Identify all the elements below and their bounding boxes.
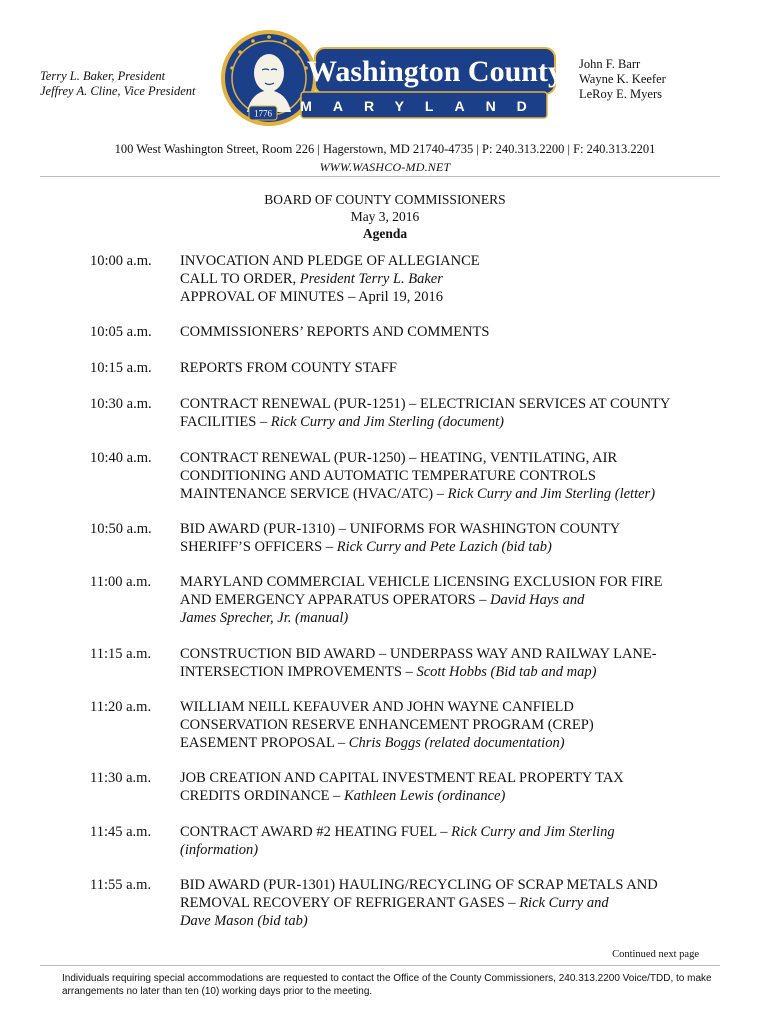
agenda-item-line [180, 894, 730, 912]
agenda-item-description [180, 876, 730, 930]
header-divider [40, 176, 720, 177]
agenda-topic-text: BID AWARD (PUR-1310) – UNIFORMS FOR WASHINGTON COUNTY [180, 521, 621, 537]
agenda-item-line [180, 520, 730, 538]
agenda-item-time: 11:45 a.m. [90, 824, 152, 840]
agenda-title-block [0, 191, 770, 242]
agenda-topic-text: REPORTS FROM COUNTY STAFF [180, 360, 397, 376]
agenda-presenter-text: Rick Curry and Jim Sterling (letter) [447, 486, 656, 502]
agenda-item [90, 449, 730, 503]
agenda-item-line [180, 645, 730, 663]
agenda-topic-text: SHERIFF’S OFFICERS – [180, 539, 337, 555]
agenda-topic-text: COMMISSIONERS’ REPORTS AND COMMENTS [180, 324, 490, 340]
agenda-item-description [180, 252, 730, 306]
agenda-topic-text: CALL TO ORDER, [180, 271, 300, 287]
agenda-presenter-text: President Terry L. Baker [299, 271, 443, 287]
agenda-topic-text: BID AWARD (PUR-1301) HAULING/RECYCLING OF SCRAP METALS AND [180, 877, 658, 893]
agenda-item-line [180, 270, 730, 288]
agenda-topic-text: CONTRACT RENEWAL (PUR-1251) – ELECTRICIAN SERVICES AT COUNTY [180, 396, 671, 412]
agenda-topic-text: WILLIAM NEILL KEFAUVER AND JOHN WAYNE CANFIELD [180, 699, 574, 715]
agenda-item-time: 10:05 a.m. [90, 324, 152, 340]
agenda-item-line [180, 787, 730, 805]
website-link[interactable]: WWW.WASHCO-MD.NET [319, 160, 451, 174]
agenda-item [90, 645, 730, 681]
continued-note: Continued next page [612, 949, 699, 960]
agenda-item-line [180, 841, 730, 859]
agenda-heading: Agenda [362, 226, 408, 241]
agenda-topic-text: INVOCATION AND PLEDGE OF ALLEGIANCE [180, 253, 480, 269]
agenda-presenter-text: Rick Curry and Pete Lazich (bid tab) [336, 539, 552, 555]
agenda-item-line [180, 876, 730, 894]
agenda-item-line [180, 467, 730, 485]
agenda-item-line [180, 573, 730, 591]
agenda-item-line [180, 413, 730, 431]
board-title: BOARD OF COUNTY COMMISSIONERS [264, 192, 506, 207]
agenda-presenter-text: Kathleen Lewis (ordinance) [343, 788, 506, 804]
agenda-item-line [180, 912, 730, 930]
agenda-item-line [180, 698, 730, 716]
agenda-item-description [180, 645, 730, 681]
agenda-item [90, 359, 730, 377]
agenda-item [90, 769, 730, 805]
agenda-item-time: 11:20 a.m. [90, 699, 152, 715]
agenda-item-time: 10:40 a.m. [90, 450, 152, 466]
agenda-item [90, 573, 730, 627]
agenda-item-time: 11:00 a.m. [90, 574, 152, 590]
agenda-item-line [180, 734, 730, 752]
agenda-presenter-text: David Hays and [490, 592, 585, 608]
agenda-presenter-text: Scott Hobbs (Bid tab and map) [416, 664, 597, 680]
agenda-topic-text: CONSTRUCTION BID AWARD – UNDERPASS WAY AND RAILWAY LANE- [180, 646, 657, 662]
agenda-item-description [180, 573, 730, 627]
agenda-presenter-text: Rick Curry and Jim Sterling (document) [270, 414, 504, 430]
accommodation-notice: Individuals requiring special accommodations are requested to contact the Office of the County Commissioners, 240.313.2200 Voice/TDD, to make arrangements no later than ten (10) working days prior to the meeting. [62, 973, 712, 997]
agenda-item-line [180, 591, 730, 609]
agenda-topic-text: AND EMERGENCY APPARATUS OPERATORS – [180, 592, 491, 608]
commissioner-name: Wayne K. Keefer [579, 72, 666, 86]
agenda-topic-text: MAINTENANCE SERVICE (HVAC/ATC) – [180, 486, 448, 502]
agenda-item-description [180, 395, 730, 431]
agenda-item-time: 11:55 a.m. [90, 877, 152, 893]
agenda-presenter-text: Rick Curry and Jim Sterling [451, 824, 615, 840]
agenda-item-time: 10:30 a.m. [90, 396, 152, 412]
agenda-item-line [180, 823, 730, 841]
agenda-topic-text: REMOVAL RECOVERY OF REFRIGERANT GASES – [180, 895, 520, 911]
agenda-item-time: 11:30 a.m. [90, 770, 152, 786]
agenda-item [90, 395, 730, 431]
agenda-item-description [180, 698, 730, 752]
agenda-topic-text: FACILITIES – [180, 414, 271, 430]
agenda-topic-text: CONTRACT AWARD #2 HEATING FUEL – [180, 824, 452, 840]
president-name: Terry L. Baker, President [40, 69, 166, 83]
agenda-topic-text: EASEMENT PROPOSAL – [180, 735, 349, 751]
footer-divider [40, 965, 720, 966]
agenda-item [90, 876, 730, 930]
agenda-item-line [180, 716, 730, 734]
agenda-item-line [180, 769, 730, 787]
washington-county-logo [219, 28, 561, 128]
commissioner-name: John F. Barr [579, 57, 641, 71]
agenda-item-line [180, 323, 730, 341]
commissioner-officers-left [40, 69, 196, 99]
agenda-item-description [180, 359, 730, 377]
commissioner-name: LeRoy E. Myers [579, 87, 662, 101]
agenda-item [90, 520, 730, 556]
agenda-presenter-text: Dave Mason (bid tab) [180, 913, 308, 929]
agenda-item-line [180, 609, 730, 627]
logo-name: Washington County [307, 55, 561, 88]
agenda-presenter-text: (information) [180, 842, 259, 858]
office-address: 100 West Washington Street, Room 226 | Hagerstown, MD 21740-4735 | P: 240.313.2200 | F: 240.313.2201 [114, 142, 656, 156]
agenda-item-time: 10:00 a.m. [90, 253, 152, 269]
logo-state: MARYLAND [300, 98, 548, 114]
commissioner-officers-right [579, 57, 666, 102]
agenda-topic-text: MARYLAND COMMERCIAL VEHICLE LICENSING EXCLUSION FOR FIRE [180, 574, 663, 590]
agenda-item [90, 323, 730, 341]
agenda-topic-text: INTERSECTION IMPROVEMENTS – [180, 664, 417, 680]
agenda-topic-text: CONSERVATION RESERVE ENHANCEMENT PROGRAM (CREP) [180, 717, 594, 733]
agenda-item-line [180, 395, 730, 413]
agenda-item-time: 10:50 a.m. [90, 521, 152, 537]
logo-year: 1776 [254, 108, 272, 119]
agenda-topic-text: APPROVAL OF MINUTES – April 19, 2016 [180, 289, 444, 305]
agenda-topic-text: CONDITIONING AND AUTOMATIC TEMPERATURE CONTROLS [180, 468, 596, 484]
agenda-item-description [180, 323, 730, 341]
agenda-topic-text: CONTRACT RENEWAL (PUR-1250) – HEATING, VENTILATING, AIR [180, 450, 618, 466]
vice-president-name: Jeffrey A. Cline, Vice President [40, 84, 196, 98]
agenda-item [90, 823, 730, 859]
agenda-item-line [180, 449, 730, 467]
agenda-item-line [180, 288, 730, 306]
agenda-item [90, 252, 730, 306]
agenda-item-description [180, 769, 730, 805]
agenda-item-description [180, 823, 730, 859]
agenda-item-time: 11:15 a.m. [90, 646, 152, 662]
agenda-item-line [180, 485, 730, 503]
agenda-item-time: 10:15 a.m. [90, 360, 152, 376]
agenda-item-description [180, 520, 730, 556]
meeting-date: May 3, 2016 [350, 209, 420, 224]
agenda-item-line [180, 663, 730, 681]
agenda-presenter-text: James Sprecher, Jr. (manual) [180, 610, 349, 626]
agenda-item-line [180, 359, 730, 377]
agenda-topic-text: JOB CREATION AND CAPITAL INVESTMENT REAL PROPERTY TAX [180, 770, 624, 786]
agenda-item [90, 698, 730, 752]
agenda-item-description [180, 449, 730, 503]
agenda-item-line [180, 538, 730, 556]
agenda-topic-text: CREDITS ORDINANCE – [180, 788, 344, 804]
agenda-presenter-text: Rick Curry and [519, 895, 609, 911]
agenda-item-line [180, 252, 730, 270]
agenda-presenter-text: Chris Boggs (related documentation) [348, 735, 565, 751]
